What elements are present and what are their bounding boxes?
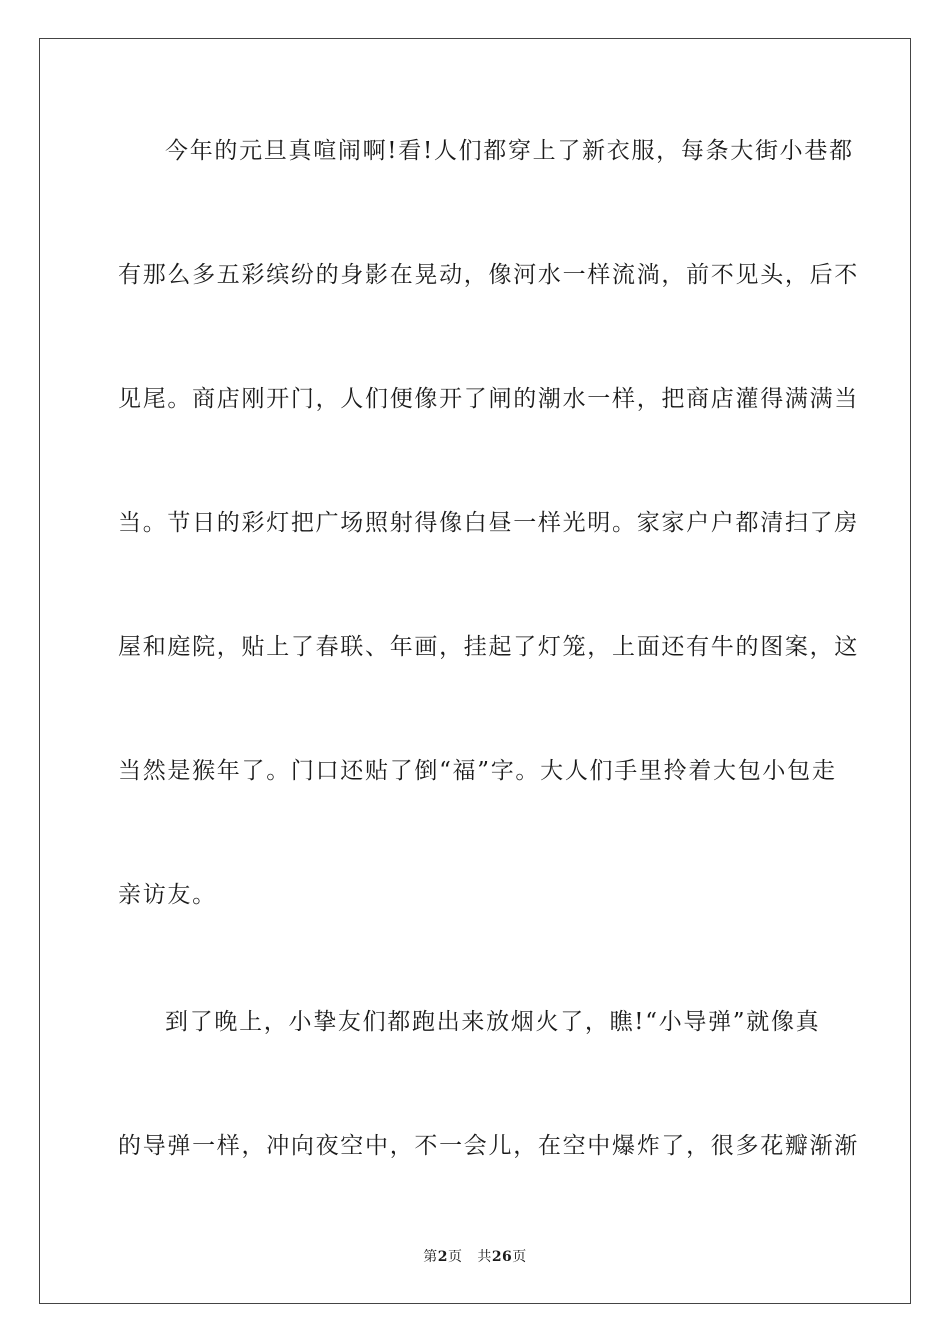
total-pages: 26 <box>491 1249 513 1265</box>
total-prefix: 共 <box>477 1249 492 1265</box>
page-prefix: 第 <box>423 1249 438 1265</box>
paragraph-1-line-6: 当然是猴年了。门口还贴了倒“福”字。大人们手里拎着大包小包走 <box>118 758 837 784</box>
paragraph-2-line-2: 的导弹一样，冲向夜空中，不一会儿，在空中爆炸了，很多花瓣渐渐 <box>118 1133 859 1159</box>
paragraph-1-line-5: 屋和庭院，贴上了春联、年画，挂起了灯笼，上面还有牛的图案，这 <box>118 634 859 660</box>
paragraph-1-line-2: 有那么多五彩缤纷的身影在晃动，像河水一样流淌，前不见头，后不 <box>118 262 859 288</box>
paragraph-1-line-7: 亲访友。 <box>118 882 217 908</box>
paragraph-1-line-3: 见尾。商店刚开门，人们便像开了闸的潮水一样，把商店灌得满满当 <box>118 386 859 412</box>
page-border <box>39 38 911 1304</box>
paragraph-2-line-1: 到了晚上，小挚友们都跑出来放烟火了，瞧!“小导弹”就像真 <box>165 1009 821 1035</box>
page-suffix: 页 <box>447 1249 463 1265</box>
paragraph-1-line-4: 当。节日的彩灯把广场照射得像白昼一样光明。家家户户都清扫了房 <box>118 510 859 536</box>
page-number: 2 <box>437 1249 448 1265</box>
paragraph-1-line-1: 今年的元旦真喧闹啊!看!人们都穿上了新衣服，每条大街小巷都 <box>165 138 854 164</box>
total-suffix: 页 <box>512 1249 527 1265</box>
page-footer <box>0 1248 950 1266</box>
